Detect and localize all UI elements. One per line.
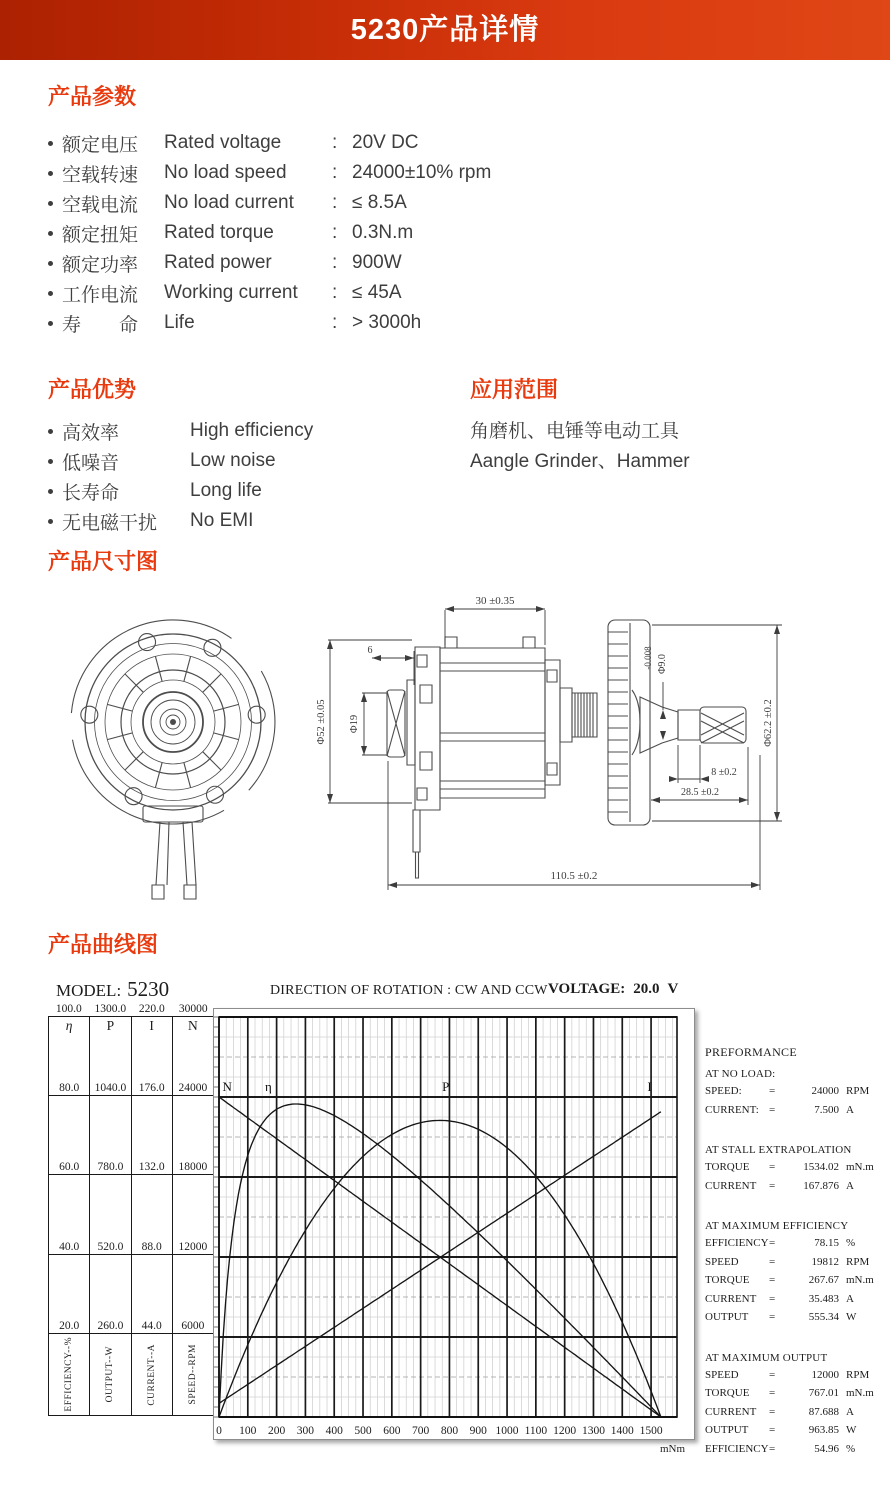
bullet-icon: [48, 231, 53, 236]
dim-label-d9-tolerance: -0.008: [643, 646, 653, 670]
axis-cell: [49, 1017, 89, 1096]
axis-unit-label: CURRENT--A: [146, 1343, 157, 1406]
dimension-drawing: [40, 585, 850, 915]
axis-max-value: 220.0: [138, 1003, 165, 1015]
bullet-icon: [48, 291, 53, 296]
axis-gridline-value: 88.0: [141, 1240, 162, 1253]
perf-equals: =: [769, 1387, 776, 1399]
performance-title: PREFORMANCE: [705, 1045, 797, 1059]
param-name-en: No load current: [164, 192, 294, 213]
performance-groups: [705, 1068, 880, 1461]
curve-label-η: η: [265, 1079, 272, 1094]
perf-equals: =: [769, 1085, 776, 1097]
spoke-line: [184, 656, 191, 681]
application-line: Aangle Grinder、Hammer: [470, 451, 690, 472]
param-colon: :: [332, 192, 338, 213]
perf-unit: mN.m: [846, 1274, 874, 1286]
perf-unit: A: [846, 1103, 854, 1116]
axis-gridline-value: 132.0: [138, 1161, 165, 1174]
performance-chart: [48, 975, 880, 1485]
param-name-en: Rated power: [164, 252, 272, 273]
param-colon: :: [332, 252, 338, 273]
perf-unit: A: [846, 1405, 854, 1418]
performance-row: [705, 1256, 880, 1275]
perf-value: 267.67: [808, 1274, 839, 1286]
voltage-label: VOLTAGE:: [548, 981, 626, 997]
bullet-icon: [48, 321, 53, 326]
perf-label: SPEED:: [705, 1085, 742, 1097]
perf-unit: mN.m: [846, 1161, 874, 1173]
axis-cell: [90, 1255, 130, 1334]
bolt-hole: [81, 706, 98, 723]
axis-cell: [132, 1096, 172, 1175]
performance-panel: [705, 1045, 880, 1483]
perf-label: OUTPUT: [705, 1424, 749, 1436]
perf-label: CURRENT: [705, 1292, 757, 1305]
x-tick-label: 800: [440, 1425, 459, 1437]
perf-equals: =: [769, 1103, 776, 1116]
voltage-unit: V: [667, 981, 679, 997]
perf-value: 24000: [811, 1085, 839, 1097]
param-name-cn: 空载电流: [62, 194, 139, 216]
axis-column: [173, 1017, 213, 1415]
axis-symbol: η: [65, 1018, 73, 1033]
performance-row: [705, 1085, 880, 1104]
param-colon: :: [332, 222, 338, 243]
perf-equals: =: [769, 1179, 776, 1192]
perf-label: CURRENT: [705, 1179, 757, 1192]
axis-symbol: P: [106, 1018, 115, 1033]
perf-unit: A: [846, 1179, 854, 1192]
param-name-cn: 寿 命: [62, 314, 139, 336]
advantage-row: [46, 476, 313, 506]
spoke-line: [155, 656, 162, 681]
axis-column: [132, 1017, 173, 1415]
axis-max-value: 30000: [178, 1003, 208, 1015]
axis-gridline-value: 12000: [178, 1240, 208, 1253]
param-name-en: Rated voltage: [164, 132, 282, 153]
curve-plot: [213, 1008, 695, 1440]
axis-gridline-value: 18000: [178, 1161, 208, 1174]
perf-equals: =: [769, 1161, 776, 1173]
spoke-line: [125, 674, 143, 692]
voltage-field: [548, 981, 678, 998]
axis-symbol: N: [188, 1018, 198, 1033]
axis-unit-label: OUTPUT--W: [105, 1346, 116, 1403]
x-tick-label: 300: [296, 1425, 315, 1437]
perf-label: TORQUE: [705, 1161, 750, 1173]
param-colon: :: [332, 162, 338, 183]
axis-gridline-value: 44.0: [141, 1319, 162, 1332]
performance-group-heading: AT NO LOAD:: [705, 1068, 776, 1080]
page-title: 5230产品详情: [350, 14, 540, 46]
axis-gridline-value: 260.0: [97, 1319, 124, 1332]
perf-value: 963.85: [808, 1424, 839, 1436]
section-heading-applications: 应用范围: [470, 377, 559, 402]
x-tick-label: 1100: [524, 1425, 548, 1437]
axis-unit-cell: [132, 1334, 172, 1415]
bullet-icon: [48, 171, 53, 176]
dim-label-shaft285: 28.5 ±0.2: [681, 787, 719, 798]
advantage-cn: 高效率: [62, 422, 120, 444]
axis-column: [90, 1017, 131, 1415]
perf-equals: =: [769, 1274, 776, 1286]
x-tick-label: 900: [469, 1425, 487, 1437]
x-tick-label: 700: [412, 1425, 430, 1437]
x-tick-label: 600: [383, 1425, 401, 1437]
perf-value: 12000: [811, 1368, 839, 1381]
advantage-en: Low noise: [190, 450, 276, 471]
spoke-line: [107, 733, 132, 740]
parameter-row: [46, 278, 491, 308]
performance-row: [705, 1387, 880, 1406]
performance-group-heading: AT MAXIMUM EFFICIENCY: [705, 1220, 849, 1232]
perf-value: 167.876: [803, 1179, 839, 1192]
section-heading-advantages: 产品优势: [48, 377, 137, 402]
axis-gridline-value: 20.0: [59, 1319, 80, 1332]
axis-gridline-value: 40.0: [59, 1240, 80, 1253]
perf-equals: =: [769, 1368, 776, 1381]
performance-group: [705, 1220, 880, 1330]
perf-value: 78.15: [814, 1237, 839, 1249]
performance-group-heading: AT STALL EXTRAPOLATION: [705, 1144, 852, 1156]
param-name-cn: 额定电压: [62, 134, 139, 156]
advantage-cn: 低噪音: [62, 452, 120, 474]
parameter-row: [46, 308, 491, 338]
spoke-line: [203, 752, 221, 770]
perf-label: SPEED: [705, 1255, 739, 1268]
perf-value: 1534.02: [803, 1161, 839, 1173]
bolt-hole: [248, 706, 265, 723]
param-value: 24000±10% rpm: [352, 162, 492, 183]
param-name-en: Life: [164, 312, 195, 333]
axis-cell: [90, 1175, 130, 1254]
axis-max-value: 1300.0: [94, 1003, 127, 1015]
perf-label: EFFICIENCY: [705, 1442, 769, 1455]
spoke-line: [184, 763, 191, 788]
performance-row: [705, 1104, 880, 1123]
spoke-line: [203, 674, 221, 692]
front-view-drawing: [71, 620, 275, 899]
param-colon: :: [332, 282, 338, 303]
spoke-line: [125, 752, 143, 770]
parameter-list: [46, 128, 491, 338]
perf-label: EFFICIENCY: [705, 1237, 769, 1249]
perf-equals: =: [769, 1424, 776, 1436]
param-value: 0.3N.m: [352, 222, 414, 243]
parameter-row: [46, 188, 491, 218]
axis-gridline-value: 176.0: [138, 1082, 165, 1095]
perf-equals: =: [769, 1405, 776, 1418]
advantage-row: [46, 506, 313, 536]
perf-label: TORQUE: [705, 1274, 750, 1286]
dim-label-d62: Φ62.2 ±0.2: [763, 699, 774, 747]
x-tick-label: 1000: [495, 1425, 519, 1437]
bullet-icon: [48, 459, 53, 464]
x-tick-label: 1200: [553, 1425, 577, 1437]
x-tick-label: 1500: [639, 1425, 663, 1437]
performance-row: [705, 1180, 880, 1199]
axis-scale-table: [48, 1016, 214, 1416]
perf-unit: RPM: [846, 1085, 870, 1097]
perf-equals: =: [769, 1237, 776, 1249]
spoke-line: [107, 704, 132, 711]
param-name-cn: 额定扭矩: [62, 224, 139, 246]
param-value: ≤ 45A: [352, 282, 402, 303]
advantage-cn: 长寿命: [62, 482, 120, 504]
performance-group: [705, 1144, 880, 1198]
axis-gridline-value: 1040.0: [94, 1082, 127, 1095]
performance-row: [705, 1237, 880, 1256]
perf-unit: %: [846, 1237, 856, 1249]
performance-row: [705, 1293, 880, 1312]
side-view-drawing: [387, 620, 746, 878]
performance-row: [705, 1443, 880, 1462]
performance-group-heading: AT MAXIMUM OUTPUT: [705, 1351, 828, 1364]
perf-equals: =: [769, 1442, 776, 1455]
performance-row: [705, 1161, 880, 1180]
axis-cell: [49, 1175, 89, 1254]
axis-cell: [90, 1017, 130, 1096]
param-value: > 3000h: [352, 312, 422, 333]
axis-unit-cell: [173, 1334, 213, 1415]
axis-cell: [132, 1255, 172, 1334]
x-tick-label: 0: [216, 1425, 222, 1437]
perf-label: OUTPUT: [705, 1311, 749, 1323]
bullet-icon: [48, 489, 53, 494]
advantage-list: [46, 416, 313, 536]
parameter-row: [46, 158, 491, 188]
axis-symbol: I: [149, 1018, 154, 1033]
x-axis-unit: mNm: [660, 1443, 686, 1455]
dim-label-d19: Φ19: [349, 714, 360, 734]
param-name-en: Working current: [164, 282, 298, 303]
perf-unit: RPM: [846, 1368, 870, 1381]
curve-label-I: I: [647, 1079, 652, 1094]
perf-value: 35.483: [808, 1292, 839, 1305]
dim-label-shaft8: 8 ±0.2: [711, 767, 737, 778]
axis-cell: [49, 1096, 89, 1175]
curve-E: [219, 1104, 661, 1417]
section-heading-dimensions: 产品尺寸图: [48, 549, 159, 574]
perf-value: 7.500: [814, 1103, 839, 1116]
param-name-cn: 额定功率: [62, 254, 139, 276]
axis-gridline-value: 60.0: [59, 1161, 80, 1174]
axis-gridline-value: 780.0: [97, 1161, 124, 1174]
axis-unit-cell: [90, 1334, 130, 1415]
perf-value: 54.96: [814, 1442, 839, 1455]
bullet-icon: [48, 519, 53, 524]
axis-max-value: 100.0: [55, 1003, 82, 1015]
axis-scale-max-row: [48, 1003, 214, 1016]
advantage-en: High efficiency: [190, 420, 314, 441]
voltage-value: 20.0: [633, 981, 660, 997]
perf-unit: %: [846, 1442, 856, 1455]
axis-cell: [173, 1096, 213, 1175]
x-tick-label: 1300: [581, 1425, 605, 1437]
x-tick-label: 1400: [610, 1425, 634, 1437]
axis-unit-label: EFFICIENCY--%: [64, 1337, 75, 1412]
model-field: [56, 977, 169, 1002]
axis-unit-label: SPEED--RPM: [187, 1344, 198, 1405]
spoke-line: [214, 704, 239, 711]
x-tick-label: 200: [267, 1425, 286, 1437]
param-value: 900W: [352, 252, 402, 273]
performance-group: [705, 1068, 880, 1122]
param-name-cn: 工作电流: [62, 284, 139, 306]
perf-unit: RPM: [846, 1255, 870, 1268]
advantage-row: [46, 446, 313, 476]
param-colon: :: [332, 312, 338, 333]
bullet-icon: [48, 261, 53, 266]
section-heading-parameters: 产品参数: [48, 84, 137, 109]
axis-cell: [90, 1096, 130, 1175]
perf-label: TORQUE: [705, 1387, 750, 1399]
performance-row: [705, 1274, 880, 1293]
axis-gridline-value: 80.0: [59, 1082, 80, 1095]
x-tick-label: 100: [239, 1425, 257, 1437]
dim-label-total-length: 110.5 ±0.2: [550, 870, 598, 882]
advantage-en: Long life: [190, 480, 262, 501]
perf-value: 767.01: [808, 1387, 839, 1399]
perf-value: 555.34: [808, 1311, 839, 1323]
perf-unit: A: [846, 1292, 854, 1305]
application-line: 角磨机、电锤等电动工具: [470, 421, 680, 442]
axis-cell: [132, 1175, 172, 1254]
performance-row: [705, 1311, 880, 1330]
x-tick-label: 500: [354, 1425, 372, 1437]
axis-cell: [173, 1175, 213, 1254]
spoke-line: [155, 763, 162, 788]
axis-gridline-value: 520.0: [97, 1240, 124, 1253]
model-label: MODEL:: [56, 981, 122, 1000]
performance-row: [705, 1369, 880, 1388]
dim-label-d9: Φ9.0: [657, 654, 668, 674]
spoke-line: [214, 733, 239, 740]
perf-equals: =: [769, 1255, 776, 1268]
param-colon: :: [332, 132, 338, 153]
rotation-note: DIRECTION OF ROTATION : CW AND CCW: [270, 983, 548, 998]
axis-unit-cell: [49, 1334, 89, 1415]
bullet-icon: [48, 141, 53, 146]
curve-P: [219, 1120, 661, 1417]
dim-label-d52: Φ52 ±0.05: [316, 699, 327, 745]
perf-label: CURRENT:: [705, 1103, 759, 1116]
header-banner: [0, 0, 890, 60]
advantage-en: No EMI: [190, 510, 254, 531]
axis-cell: [49, 1255, 89, 1334]
dimension-lines: [328, 609, 782, 890]
model-value: 5230: [127, 977, 170, 1001]
perf-value: 87.688: [808, 1405, 839, 1418]
param-name-en: Rated torque: [164, 222, 274, 243]
param-name-en: No load speed: [164, 162, 287, 183]
application-list: [470, 416, 690, 476]
axis-cell: [173, 1017, 213, 1096]
param-value: ≤ 8.5A: [352, 192, 407, 213]
advantage-row: [46, 416, 313, 446]
dimension-arrowheads: [327, 606, 780, 888]
axis-cell: [132, 1017, 172, 1096]
axis-cell: [173, 1255, 213, 1334]
performance-row: [705, 1424, 880, 1443]
x-tick-label: 400: [325, 1425, 343, 1437]
dim-label-6: 6: [367, 645, 373, 656]
parameter-row: [46, 248, 491, 278]
axis-column: [49, 1017, 90, 1415]
param-name-cn: 空载转速: [62, 164, 139, 186]
perf-label: SPEED: [705, 1368, 739, 1381]
advantage-cn: 无电磁干扰: [62, 512, 158, 534]
perf-label: CURRENT: [705, 1405, 757, 1418]
curve-label-N: N: [222, 1079, 232, 1094]
section-heading-curves: 产品曲线图: [48, 932, 159, 957]
parameter-row: [46, 218, 491, 248]
parameter-row: [46, 128, 491, 158]
axis-gridline-value: 6000: [181, 1319, 205, 1332]
perf-equals: =: [769, 1292, 776, 1305]
perf-unit: mN.m: [846, 1387, 874, 1399]
perf-unit: W: [846, 1311, 857, 1323]
param-value: 20V DC: [352, 132, 419, 153]
bullet-icon: [48, 201, 53, 206]
axis-gridline-value: 24000: [178, 1082, 208, 1095]
perf-value: 19812: [811, 1255, 839, 1268]
performance-group: [705, 1352, 880, 1462]
perf-equals: =: [769, 1311, 776, 1323]
performance-row: [705, 1406, 880, 1425]
dim-label-body-length: 30 ±0.35: [475, 595, 515, 607]
perf-unit: W: [846, 1424, 857, 1436]
bullet-icon: [48, 429, 53, 434]
curve-label-P: P: [442, 1079, 450, 1094]
